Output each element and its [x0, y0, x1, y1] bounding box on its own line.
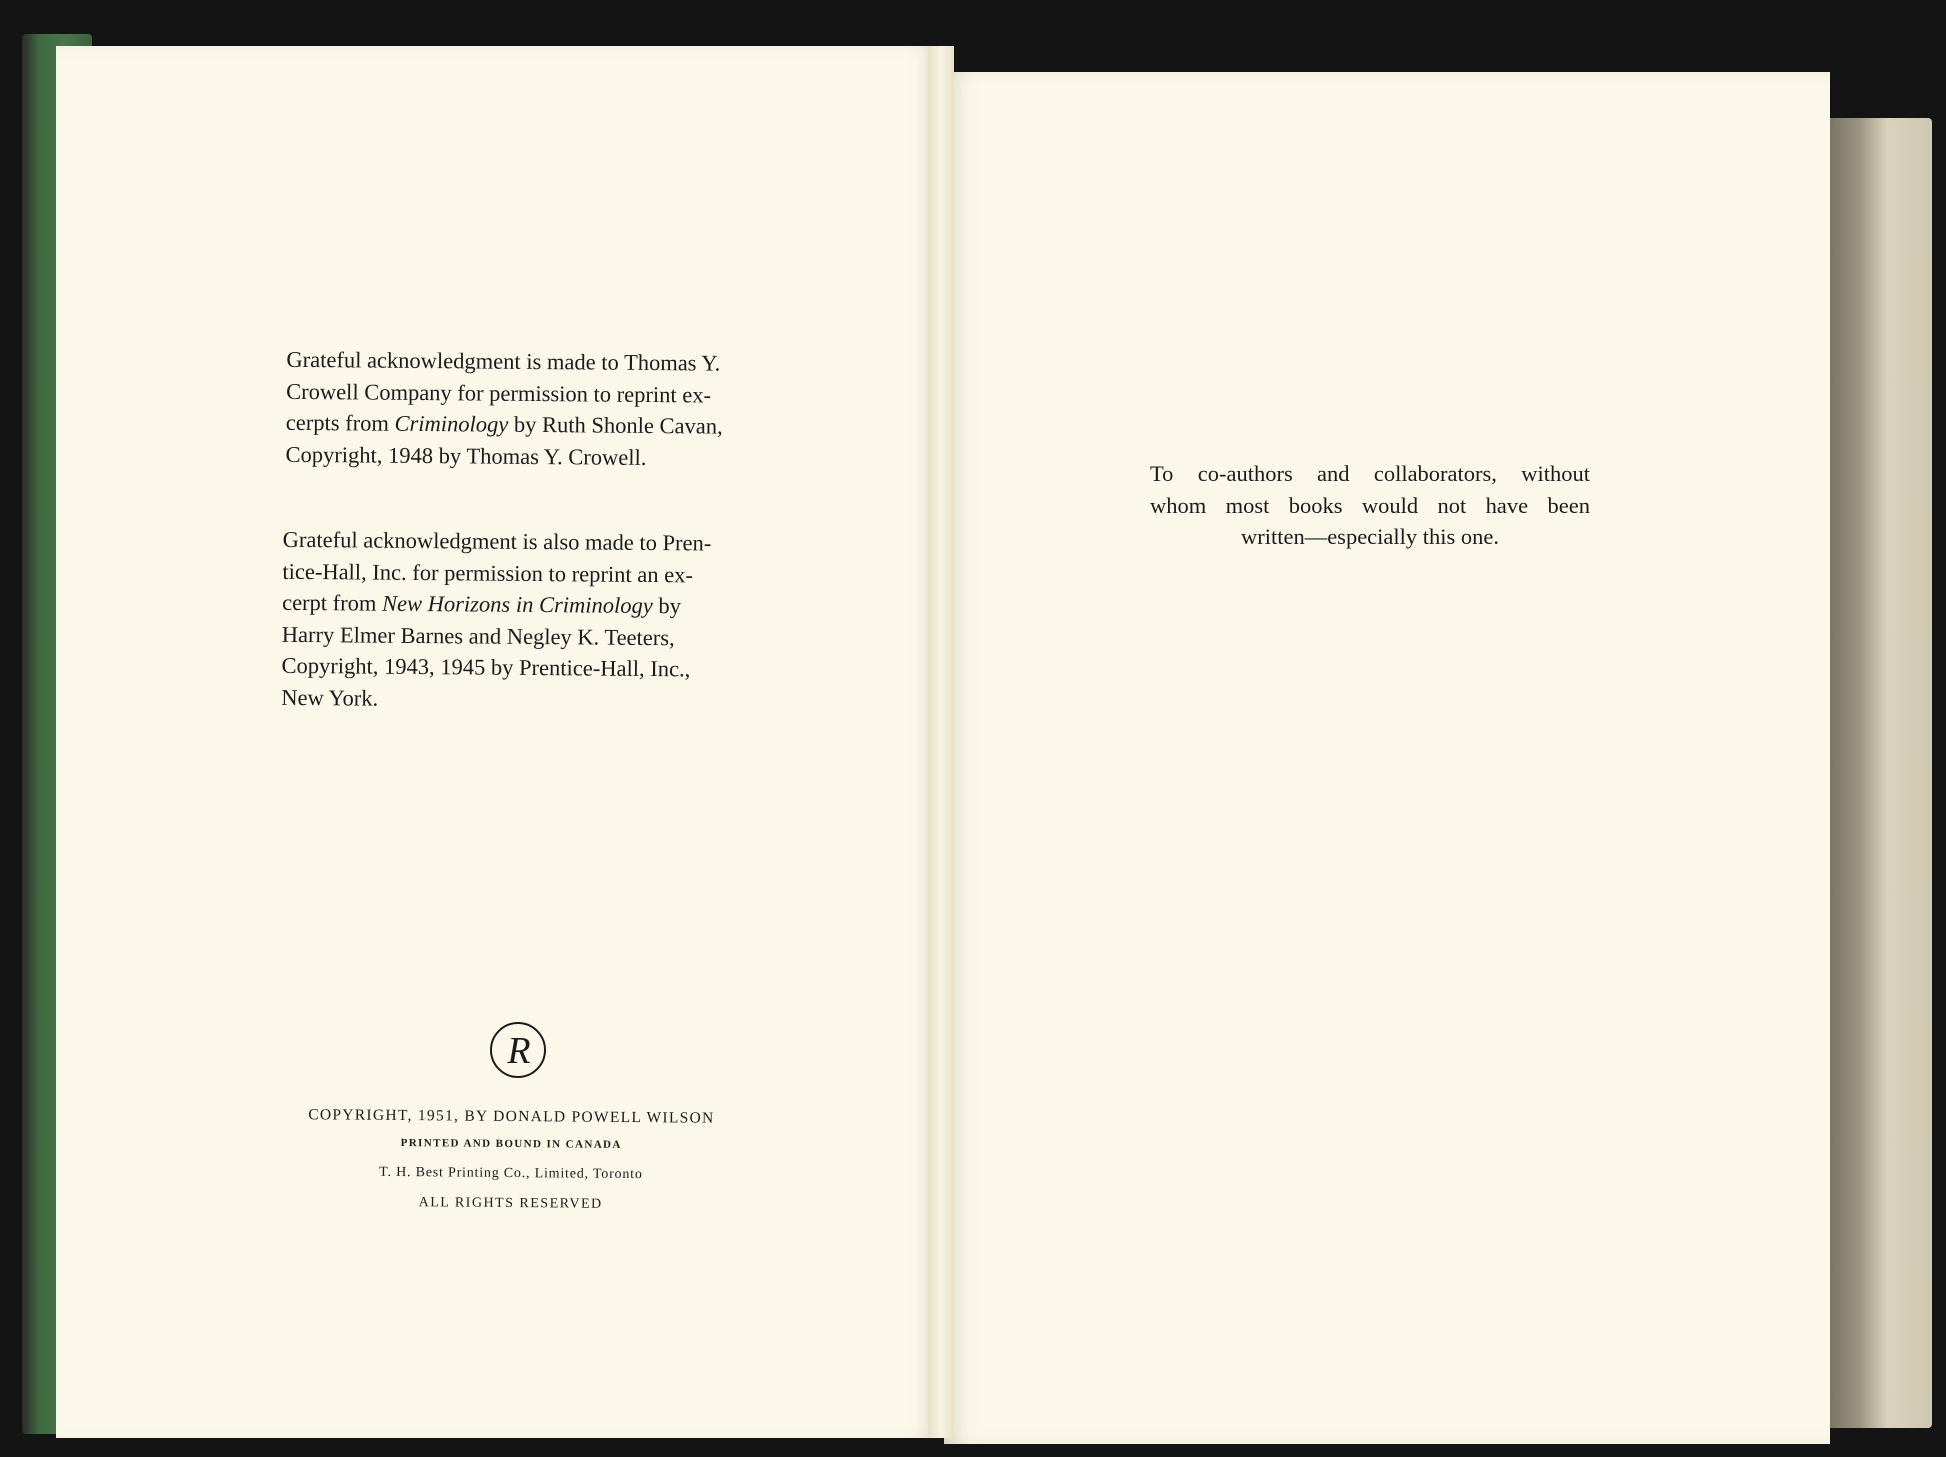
- ack1-line-3-pre: cerpts from: [285, 409, 395, 436]
- imprint-block: [276, 1106, 747, 1226]
- dedication-line-2: whom most books would not have been: [1150, 492, 1590, 518]
- dedication-line-3: written—especially this one.: [1240, 524, 1500, 549]
- acknowledgment-crowell: [285, 344, 786, 474]
- ack2-line-3-post: by: [652, 593, 681, 619]
- ack2-line-3: [282, 587, 782, 623]
- ack1-line-1: Grateful acknowledgment is made to Thomas Y.: [286, 346, 721, 376]
- ack2-line-2: tice-Hall, Inc. for permission to reprint an ex-: [282, 558, 694, 587]
- ack1-line-3-post: by Ruth Shonle Cavan,: [508, 411, 723, 439]
- right-page: [944, 72, 1830, 1444]
- ack1-line-4: Copyright, 1948 by Thomas Y. Crowell.: [285, 441, 647, 470]
- left-page: [56, 46, 938, 1438]
- imprint-printer: T. H. Best Printing Co., Limited, Toronto: [379, 1164, 643, 1183]
- imprint-rights: ALL RIGHTS RESERVED: [418, 1195, 603, 1212]
- acknowledgment-prentice-hall: [281, 524, 783, 717]
- imprint-printed: PRINTED AND BOUND IN CANADA: [400, 1137, 622, 1151]
- publisher-logo-letter: R: [507, 1030, 531, 1072]
- ack2-line-4: Harry Elmer Barnes and Negley K. Teeters,: [281, 621, 675, 650]
- ack2-line-6: New York.: [281, 684, 379, 711]
- book-title-criminology: Criminology: [394, 410, 509, 437]
- book-gutter: [928, 46, 954, 1438]
- dedication-line-1: To co-authors and collaborators, without: [1150, 461, 1590, 486]
- ack2-line-5: Copyright, 1943, 1945 by Prentice-Hall, Inc.,: [281, 652, 691, 682]
- imprint-copyright: COPYRIGHT, 1951, BY DONALD POWELL WILSON: [308, 1106, 715, 1127]
- ack1-line-2: Crowell Company for permission to reprint ex-: [286, 378, 712, 408]
- ack2-line-3-pre: cerpt from: [282, 589, 383, 616]
- ack2-line-1: Grateful acknowledgment is also made to Pren-: [282, 526, 712, 556]
- page-block-edge: [1820, 118, 1932, 1428]
- publisher-logo-icon: [488, 1020, 548, 1080]
- book-title-new-horizons: New Horizons in Criminology: [382, 590, 653, 619]
- dedication: [1150, 458, 1590, 553]
- ack1-line-3: [286, 407, 786, 443]
